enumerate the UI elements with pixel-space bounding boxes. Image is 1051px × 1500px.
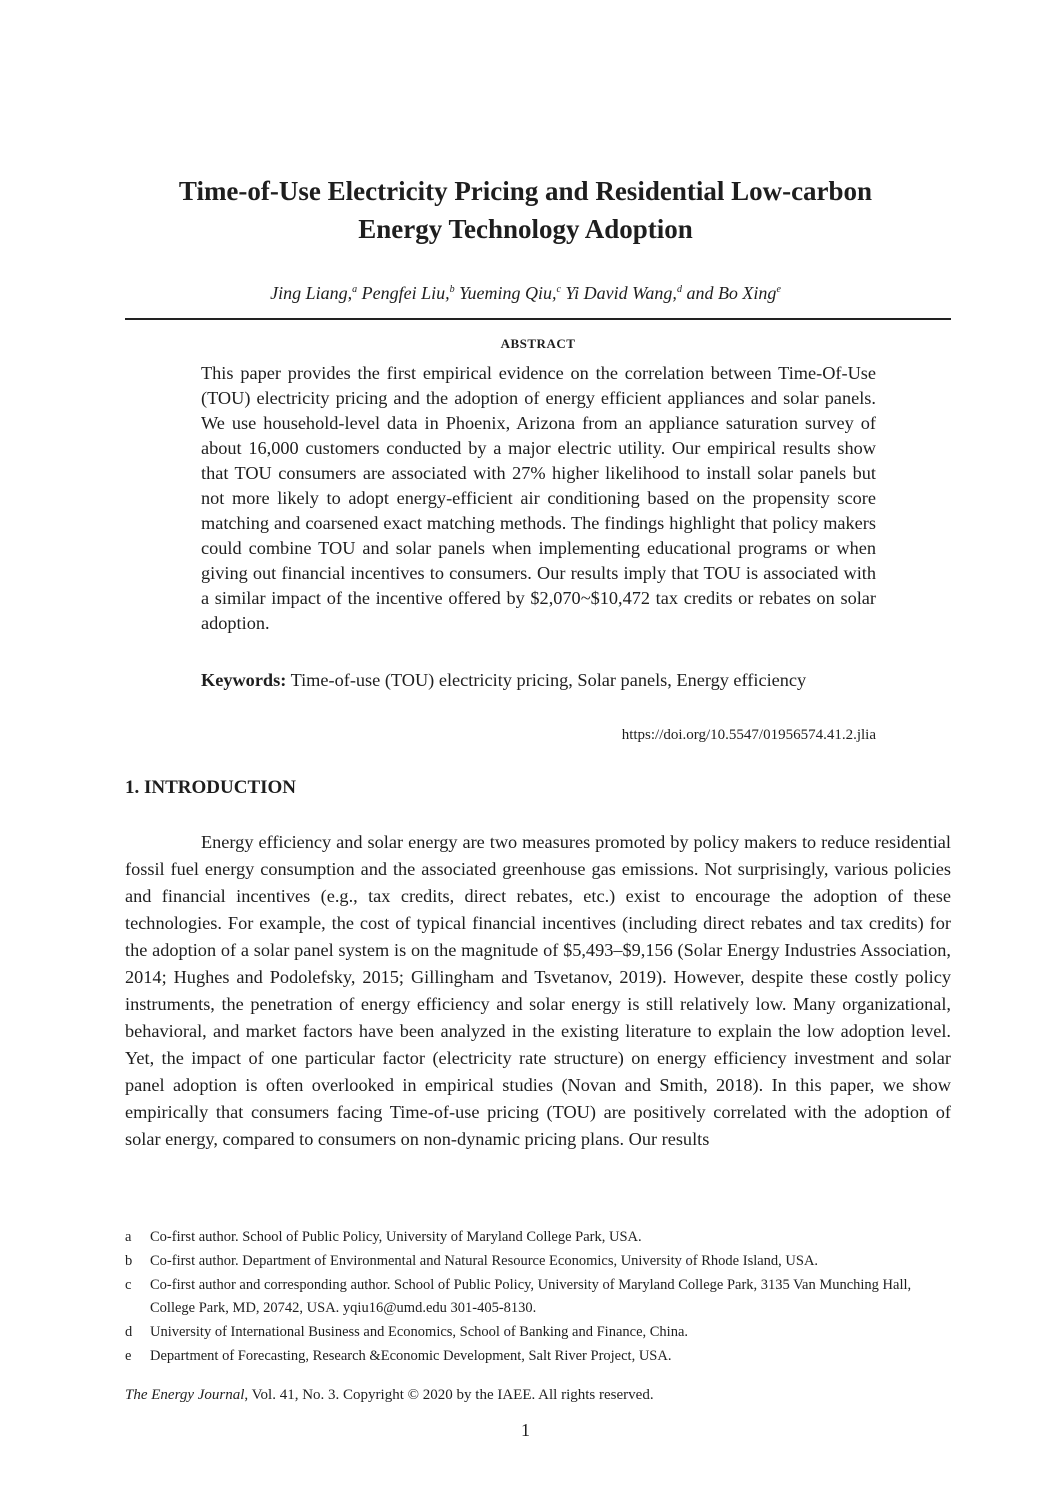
paper-title: [80, 172, 971, 248]
author-affiliation-mark: e: [776, 284, 781, 295]
author-affiliation-mark: b: [449, 284, 455, 295]
doi-link[interactable]: https://doi.org/10.5547/01956574.41.2.jlia: [621, 727, 876, 743]
journal-copyright-line: [125, 1385, 654, 1405]
title-line-1: Time-of-Use Electricity Pricing and Residential Low-carbon: [178, 176, 873, 206]
footnotes: [125, 1226, 925, 1369]
keywords-text: Time-of-use (TOU) electricity pricing, Solar panels, Energy efficiency: [290, 670, 807, 690]
footnote-text: Co-first author. School of Public Policy, University of Maryland College Park, USA.: [150, 1229, 642, 1245]
footnote-mark: b: [125, 1253, 133, 1269]
abstract-text: This paper provides the first empirical evidence on the correlation between Time-Of-Use (TOU) electricity pricing and the adoption of energy efficient appliances and solar panels. We use household-level data in Phoenix, Arizona from an appliance saturation survey of about 16,000 customers conducted by a major electric utility. Our empirical results show that TOU consumers are associated with 27% higher likelihood to install solar panels but not more likely to adopt energy-efficient air conditioning based on the propensity score matching and coarsened exact matching methods. The findings highlight that policy makers could combine TOU and solar panels when implementing educational programs or when giving out financial incentives to consumers. Our results imply that TOU is associated with a similar impact of the incentive offered by $2,070~$10,472 tax credits or rebates on solar adoption.: [201, 363, 876, 633]
abstract-heading: ABSTRACT: [500, 336, 576, 351]
footnote: [125, 1345, 925, 1368]
footnote-mark: c: [125, 1277, 132, 1293]
footnote: [125, 1226, 925, 1249]
footnote-mark: a: [125, 1229, 132, 1245]
keywords-label: Keywords:: [201, 670, 287, 690]
author-name: and Bo Xing: [686, 283, 777, 303]
journal-name: The Energy Journal: [125, 1387, 245, 1403]
footnote-text: Co-first author and corresponding author. School of Public Policy, University of Maryland College Park, 3135 Van Munching Hall, College Park, MD, 20742, USA. yqiu16@umd.edu 301-405-8130.: [150, 1277, 912, 1316]
footnote: [125, 1274, 925, 1320]
page-number: 1: [521, 1420, 530, 1440]
journal-details: , Vol. 41, No. 3. Copyright © 2020 by the IAEE. All rights reserved.: [244, 1387, 654, 1403]
keywords: [201, 668, 821, 693]
author-name: Yueming Qiu,: [459, 283, 557, 303]
footnote-mark: e: [125, 1348, 132, 1364]
author-affiliation-mark: c: [556, 284, 561, 295]
footnote: [125, 1321, 925, 1344]
section-heading-introduction: 1. INTRODUCTION: [125, 777, 297, 798]
footnote-text: Co-first author. Department of Environmental and Natural Resource Economics, University of Rhode Island, USA.: [150, 1253, 819, 1269]
author-list: [80, 281, 971, 305]
author-name: Yi David Wang,: [565, 283, 677, 303]
title-line-2: Energy Technology Adoption: [358, 214, 693, 244]
footnote: [125, 1250, 925, 1273]
author-name: Pengfei Liu,: [361, 283, 450, 303]
author-name: Jing Liang,: [270, 283, 353, 303]
footnote-mark: d: [125, 1324, 133, 1340]
author-affiliation-mark: a: [352, 284, 358, 295]
introduction-paragraph: Energy efficiency and solar energy are two measures promoted by policy makers to reduce residential fossil fuel energy consumption and the associated greenhouse gas emissions. Not surprisingly, various policies and financial incentives (e.g., tax credits, direct rebates, etc.) exist to encourage the adoption of these technologies. For example, the cost of typical financial incentives (including direct rebates and tax credits) for the adoption of a solar panel system is on the magnitude of $5,493–$9,156 (Solar Energy Industries Association, 2014; Hughes and Podolefsky, 2015; Gillingham and Tsvetanov, 2019). However, despite these costly policy instruments, the penetration of energy efficiency and solar energy is still relatively low. Many organizational, behavioral, and market factors have been analyzed in the existing literature to explain the low adoption level. Yet, the impact of one particular factor (electricity rate structure) on energy efficiency investment and solar panel adoption is often overlooked in empirical studies (Novan and Smith, 2018). In this paper, we show empirically that consumers facing Time-of-use pricing (TOU) are positively correlated with the adoption of solar energy, compared to consumers on non-dynamic pricing plans. Our results: [125, 832, 951, 1149]
footnote-text: Department of Forecasting, Research &Economic Development, Salt River Project, USA.: [150, 1348, 672, 1364]
header-rule: [125, 318, 951, 320]
footnote-text: University of International Business and Economics, School of Banking and Finance, China.: [150, 1324, 689, 1340]
author-affiliation-mark: d: [676, 284, 682, 295]
